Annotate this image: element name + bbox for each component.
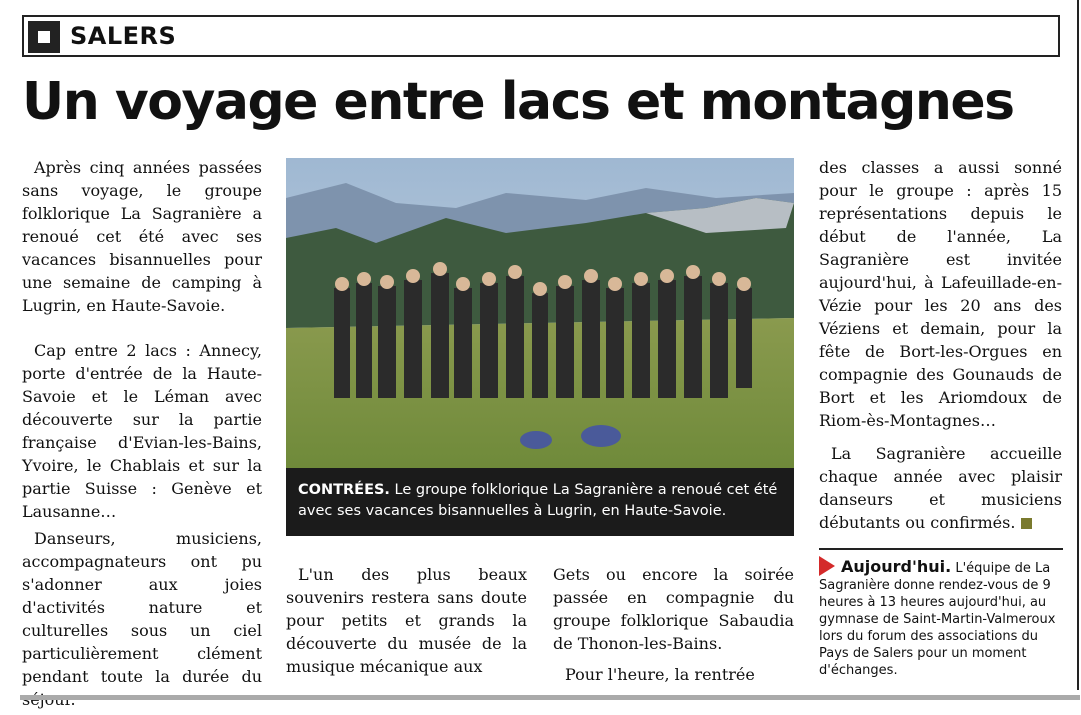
section-square-icon: [28, 21, 60, 53]
bottom-rule: [20, 695, 1080, 700]
caption-lead: CONTRÉES.: [298, 482, 390, 498]
page-edge-line: [1077, 0, 1079, 690]
article-paragraph-1: Après cinq années passées sans voyage, le groupe folklorique La Sagranière a renoué cet été avec ses vacances bisannuelles pour une semaine de camping à Lugrin, en Haute-Savoie.: [22, 158, 262, 315]
article-paragraph-2: Cap entre 2 lacs : Annecy, porte d'entrée de la Haute-Savoie et le Léman avec découverte sur la partie française d'Evian-les-Bains, Yvoire, le Chablais et sur la partie Suisse : Genève et Lausanne…: [22, 341, 262, 521]
arrow-icon: [819, 556, 835, 576]
info-box: [819, 548, 1063, 679]
info-box-text: L'équipe de La Sagranière donne rendez-vous de 9 heures à 13 heures aujourd'hui, au gymnase de Saint-Martin-Valmeroux lors du forum des associations du Pays de Salers pour un moment d'échanges.: [819, 561, 1056, 678]
section-rubric: [22, 15, 1060, 57]
article-paragraph-4: L'un des plus beaux souvenirs restera sans doute pour petits et grands la découverte du musée de la musique mécanique aux: [286, 565, 527, 676]
article-paragraph-5: Gets ou encore la soirée passée en compagnie du groupe folklorique Sabaudia de Thonon-les-Bains.: [553, 565, 794, 653]
caption-text: Le groupe folklorique La Sagranière a renoué cet été avec ses vacances bisannuelles à Lugrin, en Haute-Savoie.: [298, 482, 778, 519]
article-paragraph-3: Danseurs, musiciens, accompagnateurs ont pu s'adonner aux joies d'activités nature et culturelles sous un ciel particulièrement clément pendant toute la durée du: [22, 529, 262, 686]
photo-caption: [286, 468, 794, 536]
end-mark-icon: [1021, 518, 1032, 529]
article-paragraph-6: Pour l'heure, la rentrée: [565, 665, 755, 684]
group-photo: [286, 158, 794, 468]
article-paragraph-8: La Sagranière accueille chaque année avec plaisir danseurs et musiciens débutants ou confirmés.: [819, 444, 1062, 532]
article-headline: Un voyage entre lacs et montagnes: [22, 72, 1014, 132]
section-label: SALERS: [70, 22, 177, 50]
article-paragraph-7: des classes a aussi sonné pour le groupe : après 15 représentations depuis le début de l'année, La Sagranière est invitée aujourd'hui, à Lafeuillade-en-Vézie pour les 20 ans des Véziens et demain, pour la fête de Bort-les-Orgues en compagnie des Gounauds de Bort et les Ariomdoux de Riom-ès-Montagnes…: [819, 158, 1062, 430]
info-box-lead: Aujourd'hui.: [841, 557, 952, 576]
